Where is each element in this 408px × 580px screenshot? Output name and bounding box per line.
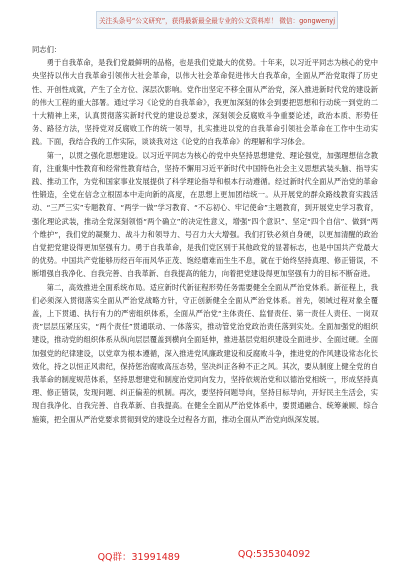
footer-contacts — [0, 549, 408, 563]
header-banner: 关注头条号“公文研究”，获得最新最全最专业的公文资料库！ 微信：gongwenyj — [96, 11, 338, 29]
paragraph-intro: 勇于自我革命，是我们党最鲜明的品格，也是我们党最大的优势。十年来，以习近平同志为核心的党中央坚持以伟大自我革命引领伟大社会革命，以伟大社会革命促进伟大自我革命，全面从严治党取得了历史性、开创性成就，产生了全方位、深层次影响。党作出坚定不移全面从严治党，深入推进新时代党的建设新的伟大工程的重大部署。通过学习《论党的自我革命》，我更加深刻的体会到要把思想和行动统一到党的二十大精神上来，认真贯彻落实新时代党的建设总要求，深刻领会反腐败斗争重要论述，政治本质、形势任务、路径方法，坚持党对反腐败工作的统一领导，扎实推进以党的自我革命引领社会革命在工作中生动实践。下面，我结合我的工作实际，谈谈我对这《论党的自我革命》的理解和学习体会。 — [32, 58, 378, 147]
paragraph-section-2: 第二，高效推进全面系统布局。适应新时代新征程形势任务需要健全全面从严治党体系。新征程上，我们必须深入贯彻落实全面从严治党战略方针，守正创新健全全面从严治党体系。首先，领域过程对象全覆盖，上下贯通、执行有力的严密组织体系，全面从严治党“主体责任、监督责任、第一责任人责任、一岗双责”层层压紧压实，“两个责任”贯通联动、一体落实，推动管党治党政治责任落到实处。全面加强党的组织建设，推动党的组织体系从纵向层层覆盖到横向全面延伸，推进基层党组织建设全面进步、全面过硬。全面加强党的纪律建设，以党章为根本遵循，深入推进党风廉政建设和反腐败斗争，推进党的作风建设常态化长效化，持之以恒正风肃纪，保持惩治腐败高压态势，坚决纠正各种不正之风。其次，要从制度上健全党的自我革命的制度规范体系，坚持思想建党和制度治党同向发力，坚持依规治党和以德治党相统一，形成坚持真理、修正错误，发现问题、纠正偏差的机制。再次，要坚持问题导向，坚持目标导向，开好民主生活会，实现自我净化、自我完善、自我革新、自我提高。在健全全面从严治党体系中，要贯通融合、统筹兼顾、综合施策，把全面从严治党要求贯彻到党的建设全过程各方面，推动全面从严治党向纵深发展。 — [32, 282, 378, 424]
footer-qq-number: QQ:535304092 — [237, 549, 311, 560]
document-body — [32, 43, 378, 426]
paragraph-section-1: 第一，以贯之强化思想建设。以习近平同志为核心的党中央坚持思想建党、理论强党，加强理想信念教育，注重集中性教育和经常性教育结合，坚持不懈用习近平新时代中国特色社会主义思想武装头脑、指导实践、推动工作，为党和国家事业发展提供了科学理论指导和根本行动遵循。经过新时代全面从严治党的革命性锻造，全党在信念立根固本中走向新的高度，在思想上更加团结统一。从开展党的群众路线教育实践活动、“三严三实”专题教育、“两学一做”学习教育、“不忘初心、牢记使命”主题教育，到开展党史学习教育，强化理论武装，推动全党深刻领悟“两个确立”的决定性意义，增强“四个意识”、坚定“四个自信”、做到“两个维护”，我们党的凝聚力、战斗力和领导力、号召力大大增强。我们打铁必须自身硬，以更加清醒的政治自觉把党建设得更加坚强有力。勇于自我革命，是我们党区别于其他政党的显著标志，也是中国共产党最大的优势。中国共产党能够历经百年而风华正茂、饱经磨难而生生不息，就在于始终坚持真理、修正错误，不断增强自我净化、自我完善、自我革新、自我提高的能力，向着把党建设得更加坚强有力的目标不断奋进。 — [32, 150, 378, 279]
footer-qq-group: QQ群：31991489 — [97, 552, 180, 563]
salutation: 同志们： — [32, 45, 62, 54]
